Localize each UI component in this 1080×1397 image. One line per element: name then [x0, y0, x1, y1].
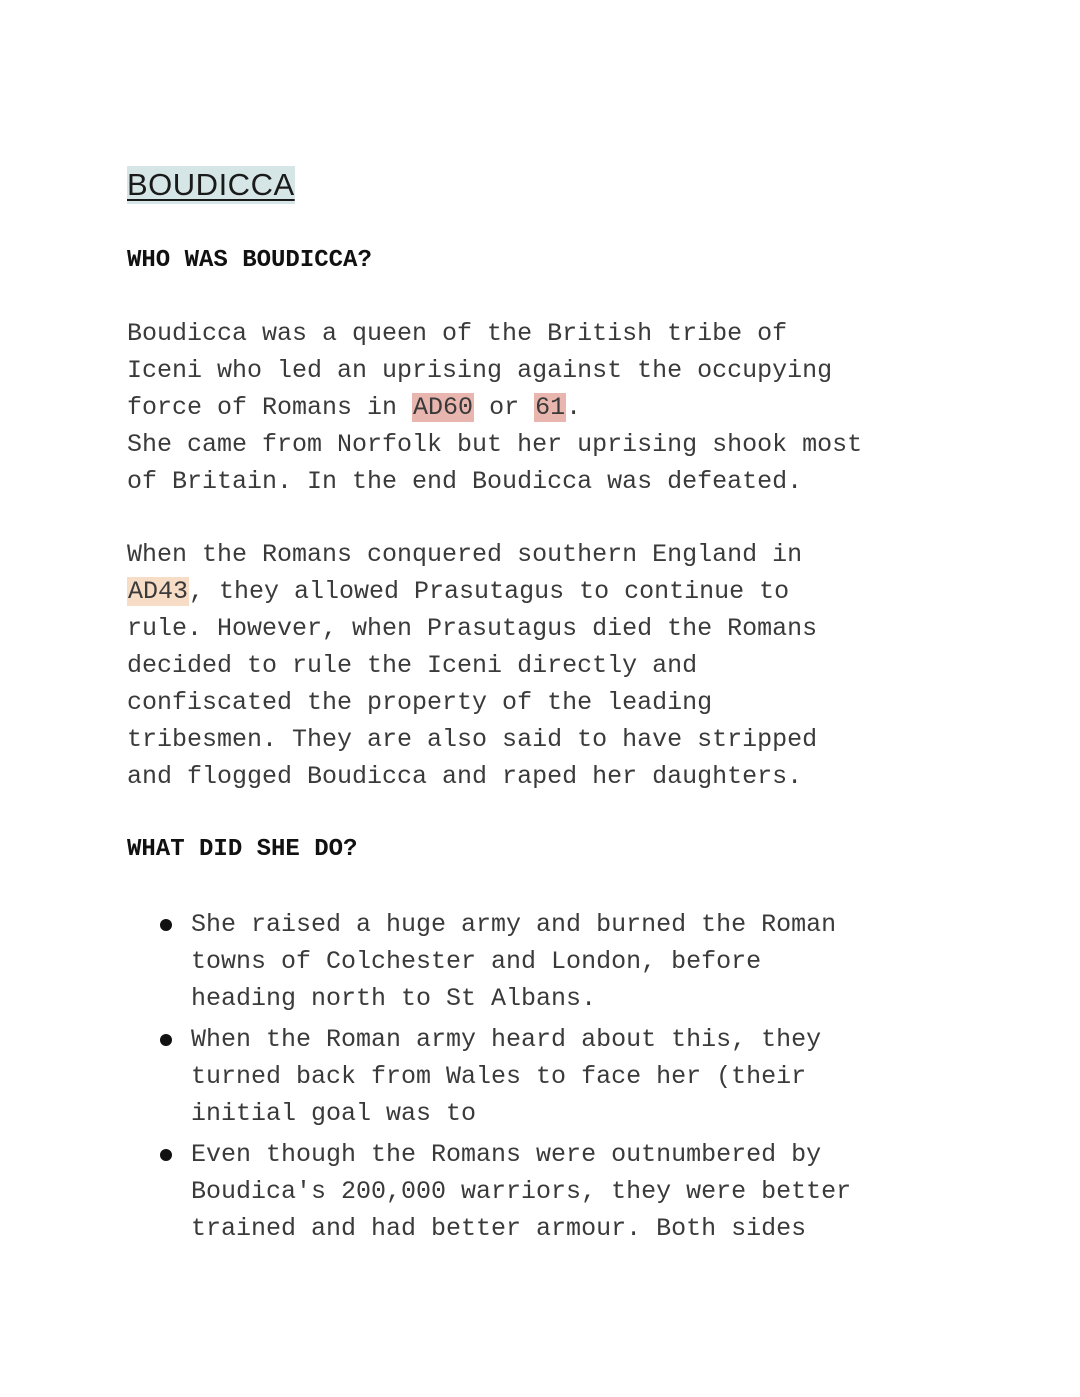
bullet-list: [127, 906, 987, 1247]
list-item: [191, 1136, 987, 1247]
text-line: [127, 573, 987, 610]
text-line: towns of Colchester and London, before: [191, 947, 762, 976]
paragraph-roman-conquest: [127, 536, 987, 795]
text-line: decided to rule the Iceni directly and: [127, 651, 698, 680]
text-line: and flogged Boudicca and raped her daughters.: [127, 762, 803, 791]
text-line: When the Roman army heard about this, they: [191, 1025, 822, 1054]
section-heading-what-did-she-do: WHAT DID SHE DO?: [127, 836, 358, 863]
text-fragment: , they allowed Prasutagus to continue to: [189, 577, 790, 606]
text-line: She came from Norfolk but her uprising shook most: [127, 430, 863, 459]
text-line: tribesmen. They are also said to have stripped: [127, 725, 818, 754]
text-line: Boudicca was a queen of the British tribe of: [127, 319, 788, 348]
bullet-dot-icon: [160, 1149, 172, 1161]
text-fragment: force of Romans in: [127, 393, 413, 422]
text-line: confiscated the property of the leading: [127, 688, 713, 717]
text-line: turned back from Wales to face her (their: [191, 1062, 807, 1091]
text-line: of Britain. In the end Boudicca was defeated.: [127, 467, 803, 496]
document-page: [127, 160, 987, 1251]
highlighted-date-ad60: AD60: [413, 393, 474, 422]
text-fragment: .: [566, 393, 582, 422]
highlighted-date-61: 61: [535, 393, 566, 422]
text-line: Even though the Romans were outnumbered by: [191, 1140, 822, 1169]
text-line: She raised a huge army and burned the Roman: [191, 910, 837, 939]
text-line: [127, 389, 987, 426]
text-line: rule. However, when Prasutagus died the Romans: [127, 614, 818, 643]
list-item: [191, 1021, 987, 1132]
text-line: initial goal was to: [191, 1099, 477, 1128]
text-line: trained and had better armour. Both sides: [191, 1214, 807, 1243]
list-item: [191, 906, 987, 1017]
text-fragment: or: [474, 393, 535, 422]
paragraph-intro: [127, 315, 987, 500]
bullet-dot-icon: [160, 1034, 172, 1046]
text-line: Iceni who led an uprising against the occupying: [127, 356, 833, 385]
document-title: BOUDICCA: [127, 167, 295, 202]
text-line: When the Romans conquered southern England in: [127, 540, 803, 569]
highlighted-date-ad43: AD43: [128, 577, 189, 606]
text-line: Boudica's 200,000 warriors, they were better: [191, 1177, 852, 1206]
section-heading-who-was-boudicca: WHO WAS BOUDICCA?: [127, 247, 372, 274]
bullet-dot-icon: [160, 919, 172, 931]
text-line: heading north to St Albans.: [191, 984, 597, 1013]
